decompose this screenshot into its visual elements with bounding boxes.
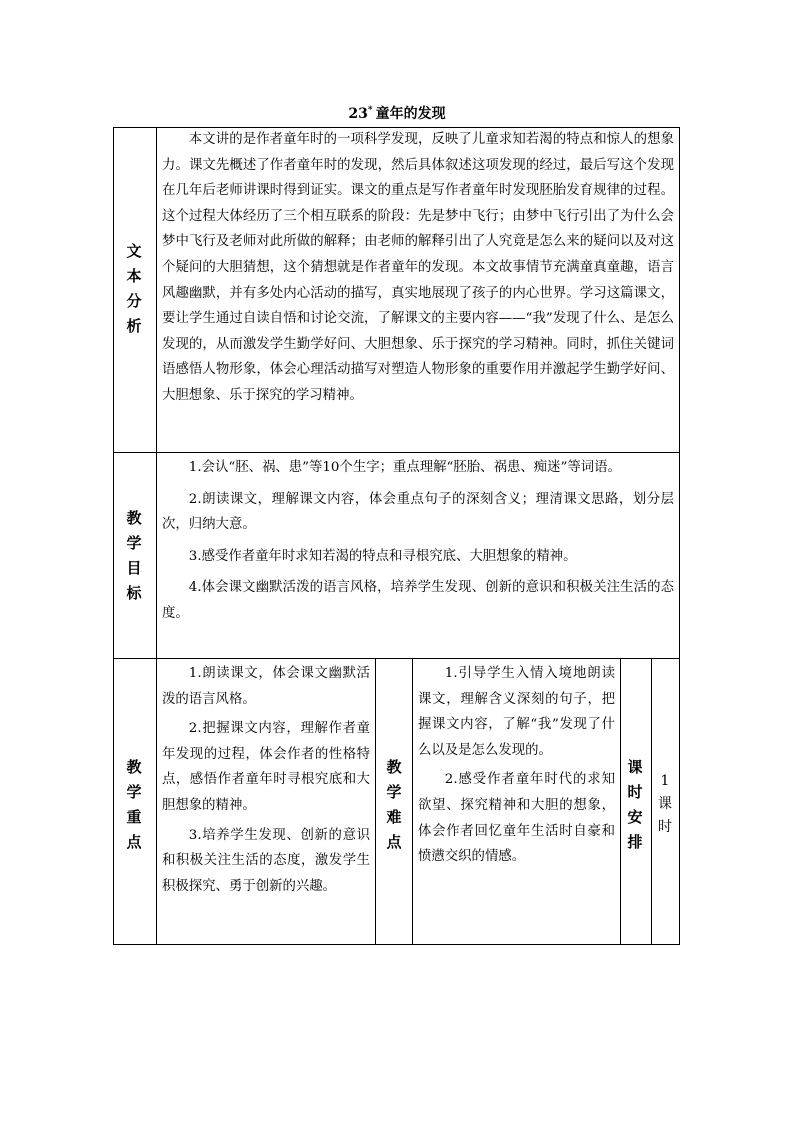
goal-item: 3.感受作者童年时求知若渴的特点和寻根究底、大胆想象的精神。 (188, 548, 577, 564)
key-point-item: 3.培养学生发现、创新的意识和积极关注生活的态度，激发学生积极探究、勇于创新的兴趣。 (162, 827, 370, 894)
key-point-item: 1.朗读课文，体会课文幽默活泼的语言风格。 (162, 666, 370, 707)
analysis-header: 文本分析 (126, 242, 142, 335)
goals-header: 教学目标 (126, 509, 142, 602)
key-points-header: 教学重点 (126, 758, 142, 851)
goal-item: 1.会认“胚、祸、患”等10个生字；重点理解“胚胎、祸患、痴迷”等词语。 (188, 460, 621, 475)
column-divider (651, 658, 652, 945)
column-divider (412, 658, 413, 945)
schedule-value: 1课时 (658, 773, 672, 835)
column-divider (375, 658, 376, 945)
key-point-item: 2.把握课文内容，理解作者童年发现的过程，体会作者的性格特点，感悟作者童年时寻根究底和大胆想象的精神。 (162, 721, 370, 813)
row-divider (113, 658, 680, 659)
goal-item: 4.体会课文幽默活泼的语言风格，培养学生发现、创新的意识和积极关注生活的态度。 (162, 580, 674, 621)
column-divider (156, 127, 157, 945)
column-divider (620, 658, 621, 945)
goals-list (162, 455, 674, 633)
difficulty-item: 2.感受作者童年时代的求知欲望、探究精神和大胆的想象，体会作者回忆童年生活时自豪和愤懑交织的情感。 (418, 772, 615, 865)
page-title: 23* 童年的发现 (348, 105, 446, 122)
analysis-paragraph: 本文讲的是作者童年时的一项科学发现，反映了儿童求知若渴的特点和惊人的想象力。课文先概述了作者童年时的发现，然后具体叙述这项发现的经过，最后写这个发现在几年后老师讲课时得到证实。课文的重点是写作者童年时发现胚胎发育规律的过程。这个过程大体经历了三个相互联系的阶段：先是梦中飞行；由梦中飞行引出了为什么会梦中飞行及老师对此所做的解释；由老师的解释引出了人究竟是怎么来的疑问以及对这个疑问的大胆猜想，这个猜想就是作者童年的发现。本文故事情节充满童真童趣，语言风趣幽默，并有多处内心活动的描写，真实地展现了孩子的内心世界。学习这篇课文，要让学生通过自读自悟和讨论交流，了解课文的主要内容——“我”发现了什么、是怎么发现的，从而激发学生勤学好问、大胆想象、乐于探究的学习精神。同时，抓住关键词语感悟人物形象，体会心理活动描写对塑造人物形象的重要作用并激起学生勤学好问、大胆想象、乐于探究的学习精神。 (162, 132, 674, 403)
difficulties-list (418, 661, 615, 874)
key-points-list (162, 661, 370, 903)
schedule-header: 课时安排 (627, 758, 643, 851)
difficulty-item: 1.引导学生入情入境地朗读课文，理解含义深刻的句子，把握课文内容，了解“我”发现了什么以及是怎么发现的。 (418, 666, 615, 758)
goal-item: 2.朗读课文，理解课文内容，体会重点句子的深刻含义；理清课文思路，划分层次，归纳大意。 (162, 491, 674, 533)
row-divider (113, 452, 680, 453)
difficulties-header: 教学难点 (386, 758, 402, 851)
analysis-text (162, 127, 674, 409)
